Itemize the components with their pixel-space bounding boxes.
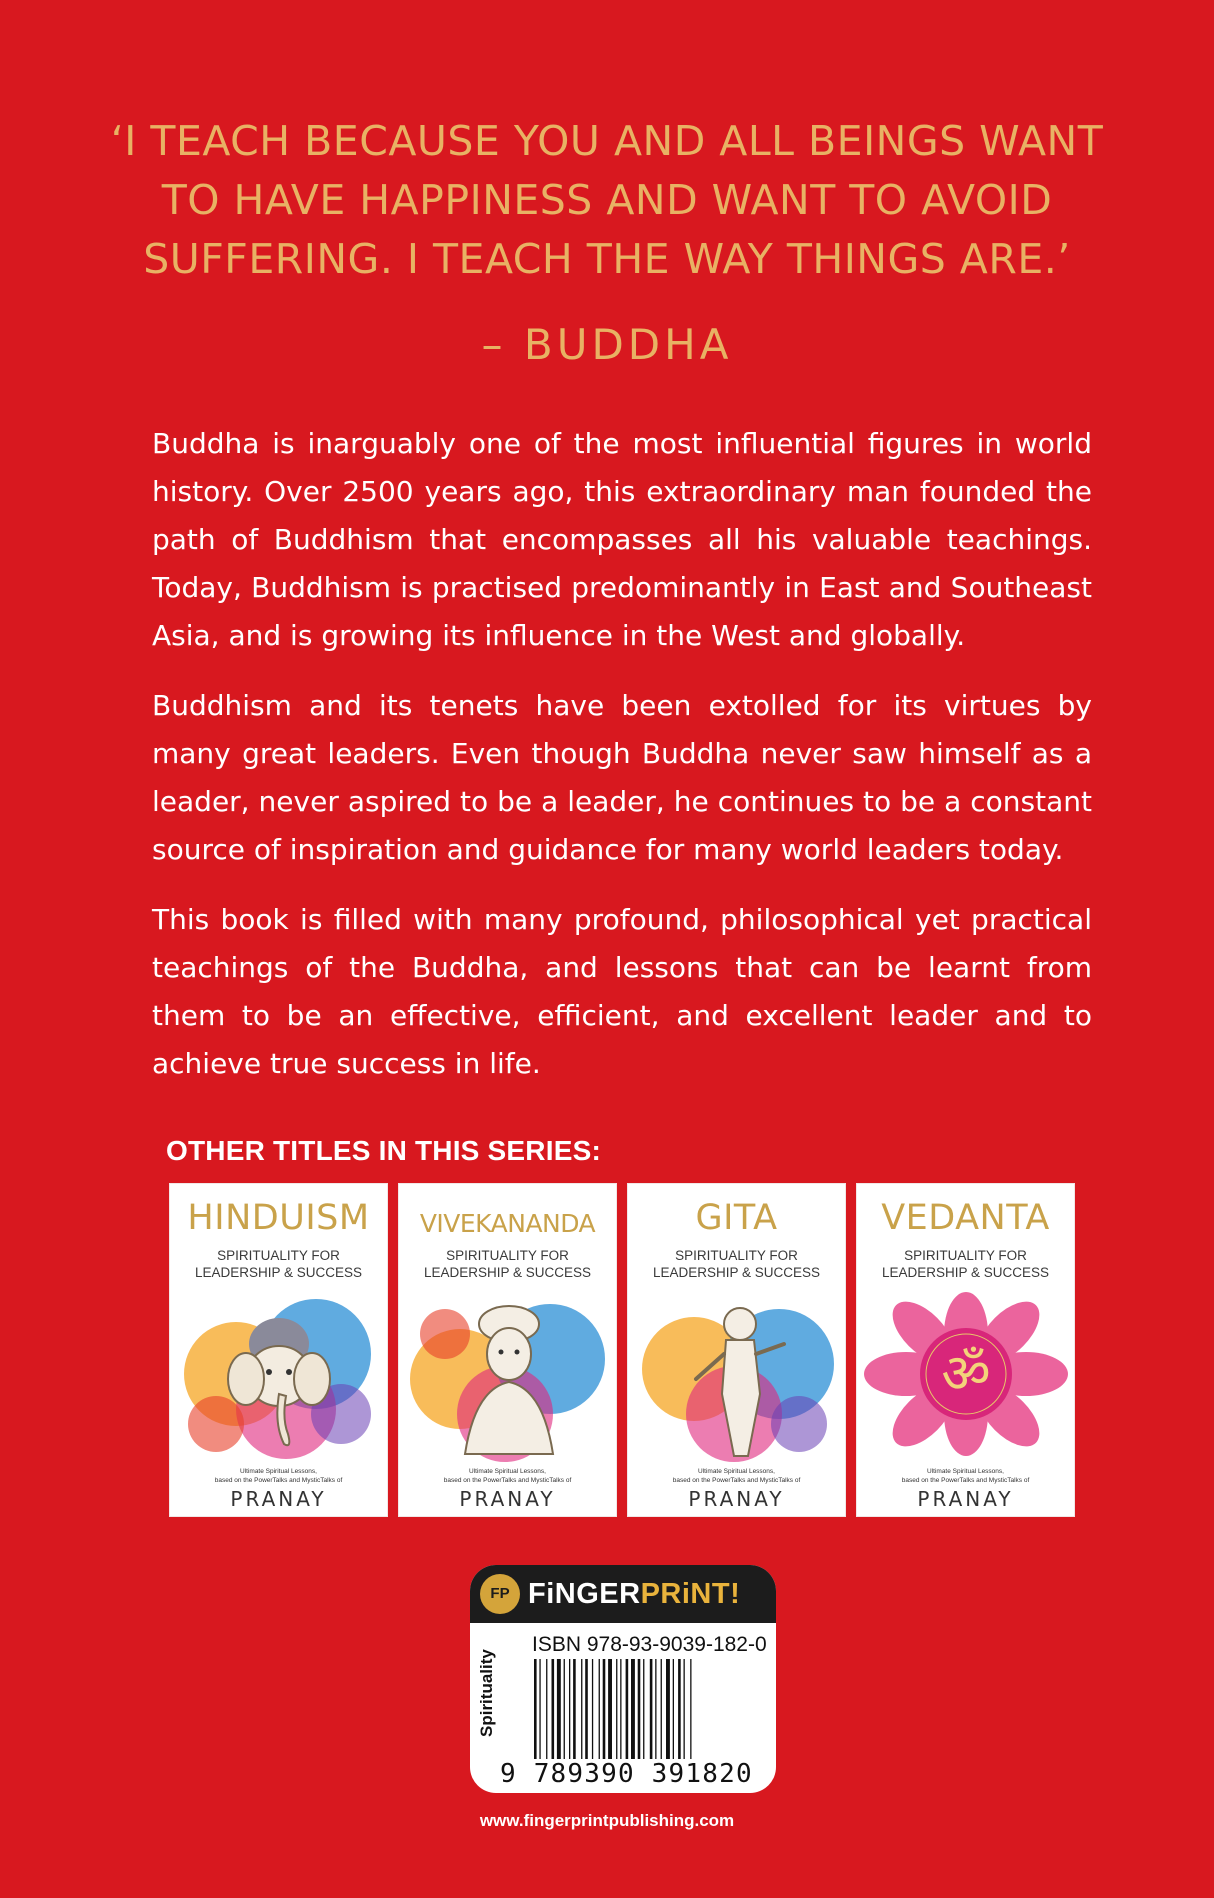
book-credit: Ultimate Spiritual Lessons, based on the PowerTalks and MysticTalks of <box>443 1468 572 1484</box>
publisher-name-accent: PRiNT! <box>640 1578 741 1610</box>
category-label: Spirituality <box>477 1649 496 1737</box>
ganesha-illustration-icon <box>176 1284 383 1464</box>
fingerprint-logo-icon: FP <box>480 1574 520 1614</box>
vivekananda-portrait-icon <box>405 1284 612 1464</box>
series-book-gita[interactable] <box>627 1183 846 1517</box>
om-lotus-icon <box>863 1284 1070 1464</box>
publisher-name-main: FiNGER <box>528 1578 641 1610</box>
svg-text:ॐ: ॐ <box>941 1342 991 1405</box>
book-credit: Ultimate Spiritual Lessons, based on the PowerTalks and MysticTalks of <box>672 1468 801 1484</box>
book-description <box>152 420 1092 1110</box>
quote-attribution: – BUDDHA <box>481 320 733 369</box>
book-title: VIVEKANANDA <box>419 1209 596 1238</box>
book-credit: Ultimate Spiritual Lessons, based on the PowerTalks and MysticTalks of <box>901 1468 1030 1484</box>
description-paragraph: Buddhism and its tenets have been extolled for its virtues by many great leaders. Even though Buddha never saw himself as a leader, never aspired to be a leader, he continues to be a constant source of inspiration and guidance for many world leaders today. <box>152 689 1092 866</box>
barcode-digits: 9 789390 391820 <box>500 1759 753 1789</box>
publisher-brand-bar <box>470 1565 776 1623</box>
barcode-icon <box>532 1659 766 1759</box>
book-title: VEDANTA <box>881 1198 1050 1238</box>
description-paragraph: This book is filled with many profound, philosophical yet practical teachings of the Buddha, and lessons that can be learnt from them to be an effective, efficient, and excellent leader and to achieve true success in life. <box>152 903 1092 1080</box>
series-book-vivekananda[interactable] <box>398 1183 617 1517</box>
book-author: PRANAY <box>688 1487 785 1511</box>
book-credit: Ultimate Spiritual Lessons, based on the PowerTalks and MysticTalks of <box>214 1468 343 1484</box>
book-subtitle: SPIRITUALITY FOR LEADERSHIP & SUCCESS <box>881 1248 1050 1280</box>
book-author: PRANAY <box>917 1487 1014 1511</box>
book-subtitle: SPIRITUALITY FOR LEADERSHIP & SUCCESS <box>652 1248 821 1280</box>
series-book-hinduism[interactable] <box>169 1183 388 1517</box>
isbn-barcode-box <box>470 1565 776 1793</box>
book-title: HINDUISM <box>187 1198 370 1238</box>
series-book-vedanta[interactable] <box>856 1183 1075 1517</box>
krishna-figure-icon <box>634 1284 841 1464</box>
publisher-website: www.fingerprintpublishing.com <box>479 1811 735 1830</box>
series-heading: OTHER TITLES IN THIS SERIES: <box>166 1135 601 1166</box>
publisher-name <box>528 1575 740 1613</box>
description-paragraph: Buddha is inarguably one of the most influential figures in world history. Over 2500 years ago, this extraordinary man founded the path of Buddhism that encompasses all his valuable teachings. Today, Buddhism is practised predominantly in East and Southeast Asia, and is growing its influence in the West and globally. <box>152 427 1092 652</box>
cover-quote: ‘I TEACH BECAUSE YOU AND ALL BEINGS WANT TO HAVE HAPPINESS AND WANT TO AVOID SUFFERING. I TEACH THE WAY THINGS ARE.’ <box>110 117 1104 283</box>
isbn-number: ISBN 978-93-9039-182-0 <box>532 1633 767 1656</box>
book-subtitle: SPIRITUALITY FOR LEADERSHIP & SUCCESS <box>423 1248 592 1280</box>
book-author: PRANAY <box>230 1487 327 1511</box>
book-title: GITA <box>695 1198 778 1238</box>
book-author: PRANAY <box>459 1487 556 1511</box>
book-subtitle: SPIRITUALITY FOR LEADERSHIP & SUCCESS <box>194 1248 363 1280</box>
